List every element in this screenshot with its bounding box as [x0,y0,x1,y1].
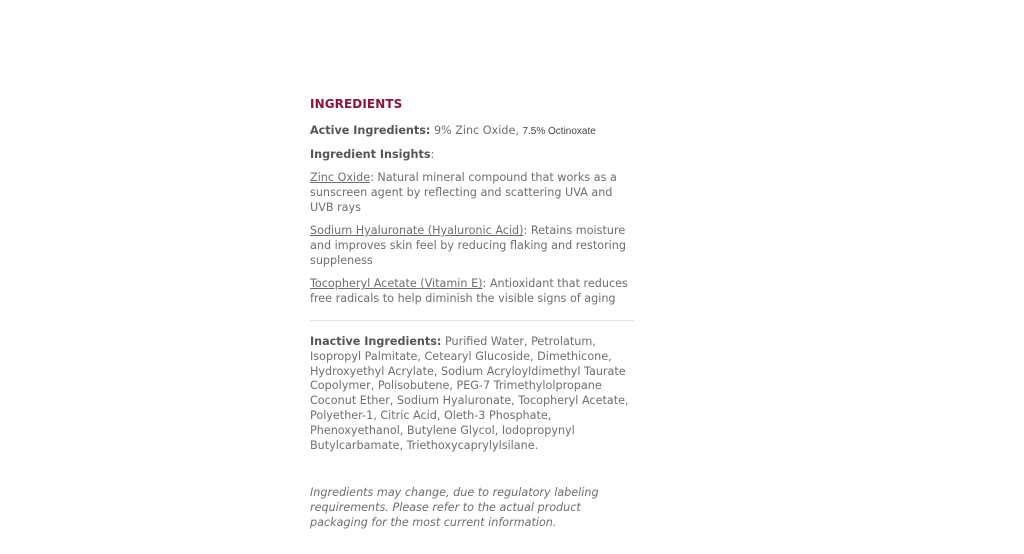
insight-zinc-oxide [310,170,635,215]
section-divider [310,320,634,321]
active-ingredients-line [310,123,635,139]
insight-description: : Natural mineral compound that works as a sunscreen agent by reflecting and scattering UVA and UVB rays [310,171,617,214]
active-ingredients-value-secondary: 7.5% Octinoxate [522,126,596,137]
ingredient-insights-label: Ingredient Insights [310,148,431,161]
insight-tocopheryl-acetate [310,276,635,306]
ingredients-disclaimer: Ingredients may change, due to regulatory labeling requirements. Please refer to the actual product packaging for the most current information. [310,486,599,530]
active-ingredients-value: 9% Zinc Oxide, [433,124,519,137]
insight-description: : Antioxidant that reduces free radicals to help diminish the visible signs of aging [310,277,628,305]
inactive-ingredients-line [310,335,635,453]
insight-term-link[interactable]: Tocopheryl Acetate (Vitamin E) [310,277,483,290]
inactive-ingredients-label: Inactive Ingredients: [310,335,442,348]
ingredient-insights-colon: : [430,148,435,161]
ingredient-insights-line [310,147,635,162]
active-ingredients-label: Active Ingredients: [310,124,431,137]
insight-description: : Retains moisture and improves skin feel by reducing flaking and restoring suppleness [310,224,626,267]
insight-sodium-hyaluronate [310,223,635,268]
ingredients-panel [310,96,635,530]
insight-term-link[interactable]: Zinc Oxide [310,171,371,184]
inactive-ingredients-value: Purified Water, Petrolatum, Isopropyl Palmitate, Cetearyl Glucoside, Dimethicone, Hydroxyethyl Acrylate, Sodium Acryloyldimethyl Taurate Copolymer, Polisobutene, PEG-7 Trimethylolpropane Coconut Ether, Sodium Hyaluronate, Tocopheryl Acetate, Polyether-1, Citric Acid, Oleth-3 Phosphate, Phenoxyethanol, Butylene Glycol, Iodopropynyl Butylcarbamate, Triethoxycaprylylsilane. [310,335,629,452]
insight-term-link[interactable]: Sodium Hyaluronate (Hyaluronic Acid) [310,224,524,237]
ingredients-heading: INGREDIENTS [310,97,403,111]
